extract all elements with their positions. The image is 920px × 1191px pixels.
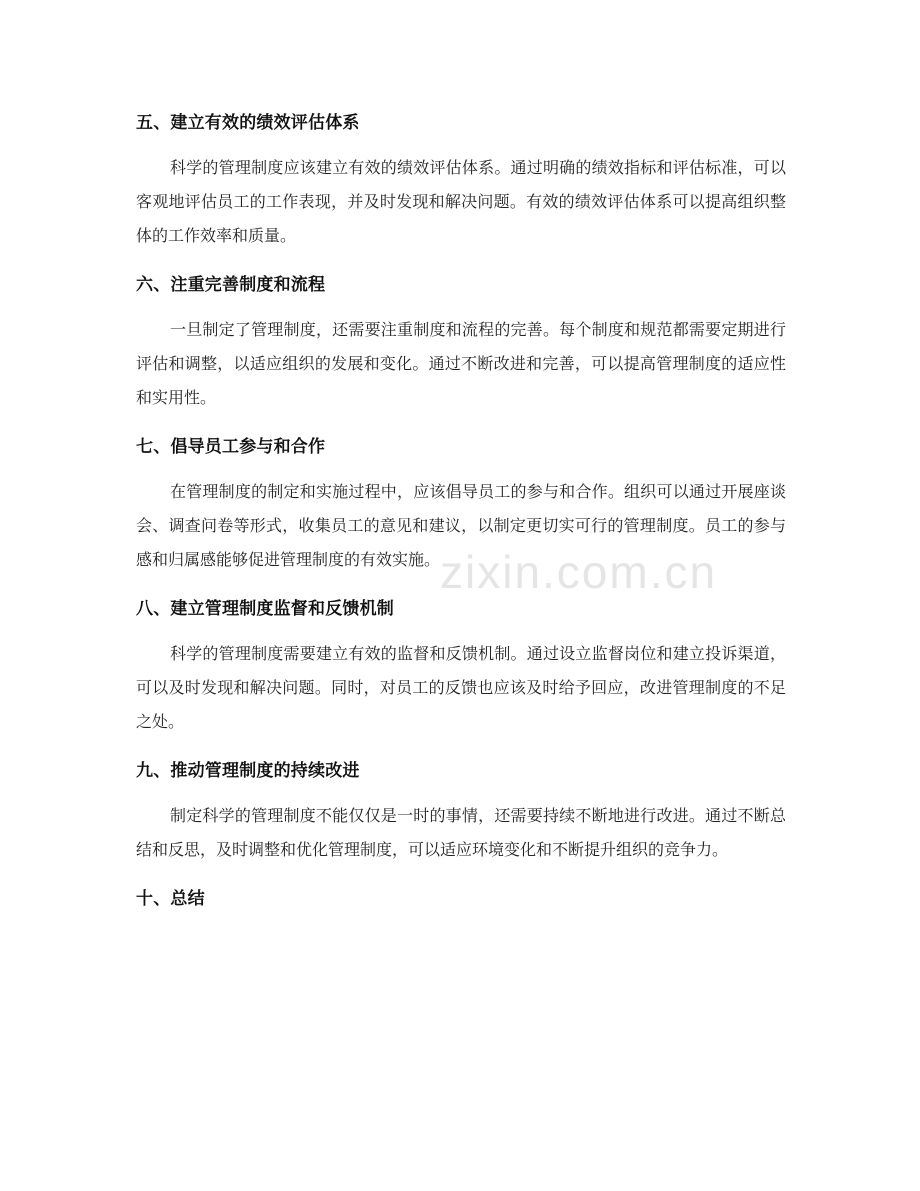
- section-heading: 七、倡导员工参与和合作: [136, 437, 326, 457]
- section-eight: [136, 589, 786, 739]
- section-five: [136, 103, 786, 253]
- section-six: [136, 265, 786, 415]
- section-ten: [136, 879, 786, 919]
- section-paragraph: 在管理制度的制定和实施过程中，应该倡导员工的参与和合作。组织可以通过开展座谈会、调查问卷等形式，收集员工的意见和建议，以制定更切实可行的管理制度。员工的参与感和归属感能够促进管理制度的有效实施。: [136, 482, 786, 569]
- section-heading: 六、注重完善制度和流程: [136, 275, 326, 295]
- watermark: zixin.com.cn: [440, 546, 718, 598]
- section-nine: [136, 751, 786, 867]
- section-seven: [136, 427, 786, 577]
- section-heading: 五、建立有效的绩效评估体系: [136, 113, 360, 133]
- section-paragraph: 科学的管理制度应该建立有效的绩效评估体系。通过明确的绩效指标和评估标准，可以客观地评估员工的工作表现，并及时发现和解决问题。有效的绩效评估体系可以提高组织整体的工作效率和质量。: [136, 158, 786, 245]
- section-heading: 九、推动管理制度的持续改进: [136, 761, 360, 781]
- section-paragraph: 一旦制定了管理制度，还需要注重制度和流程的完善。每个制度和规范都需要定期进行评估和调整，以适应组织的发展和变化。通过不断改进和完善，可以提高管理制度的适应性和实用性。: [136, 320, 786, 407]
- section-heading: 八、建立管理制度监督和反馈机制: [136, 599, 394, 619]
- section-paragraph: 科学的管理制度需要建立有效的监督和反馈机制。通过设立监督岗位和建立投诉渠道，可以及时发现和解决问题。同时，对员工的反馈也应该及时给予回应，改进管理制度的不足之处。: [136, 644, 786, 731]
- section-heading: 十、总结: [136, 889, 205, 909]
- document-content: [136, 103, 786, 919]
- section-paragraph: 制定科学的管理制度不能仅仅是一时的事情，还需要持续不断地进行改进。通过不断总结和反思，及时调整和优化管理制度，可以适应环境变化和不断提升组织的竞争力。: [136, 806, 786, 859]
